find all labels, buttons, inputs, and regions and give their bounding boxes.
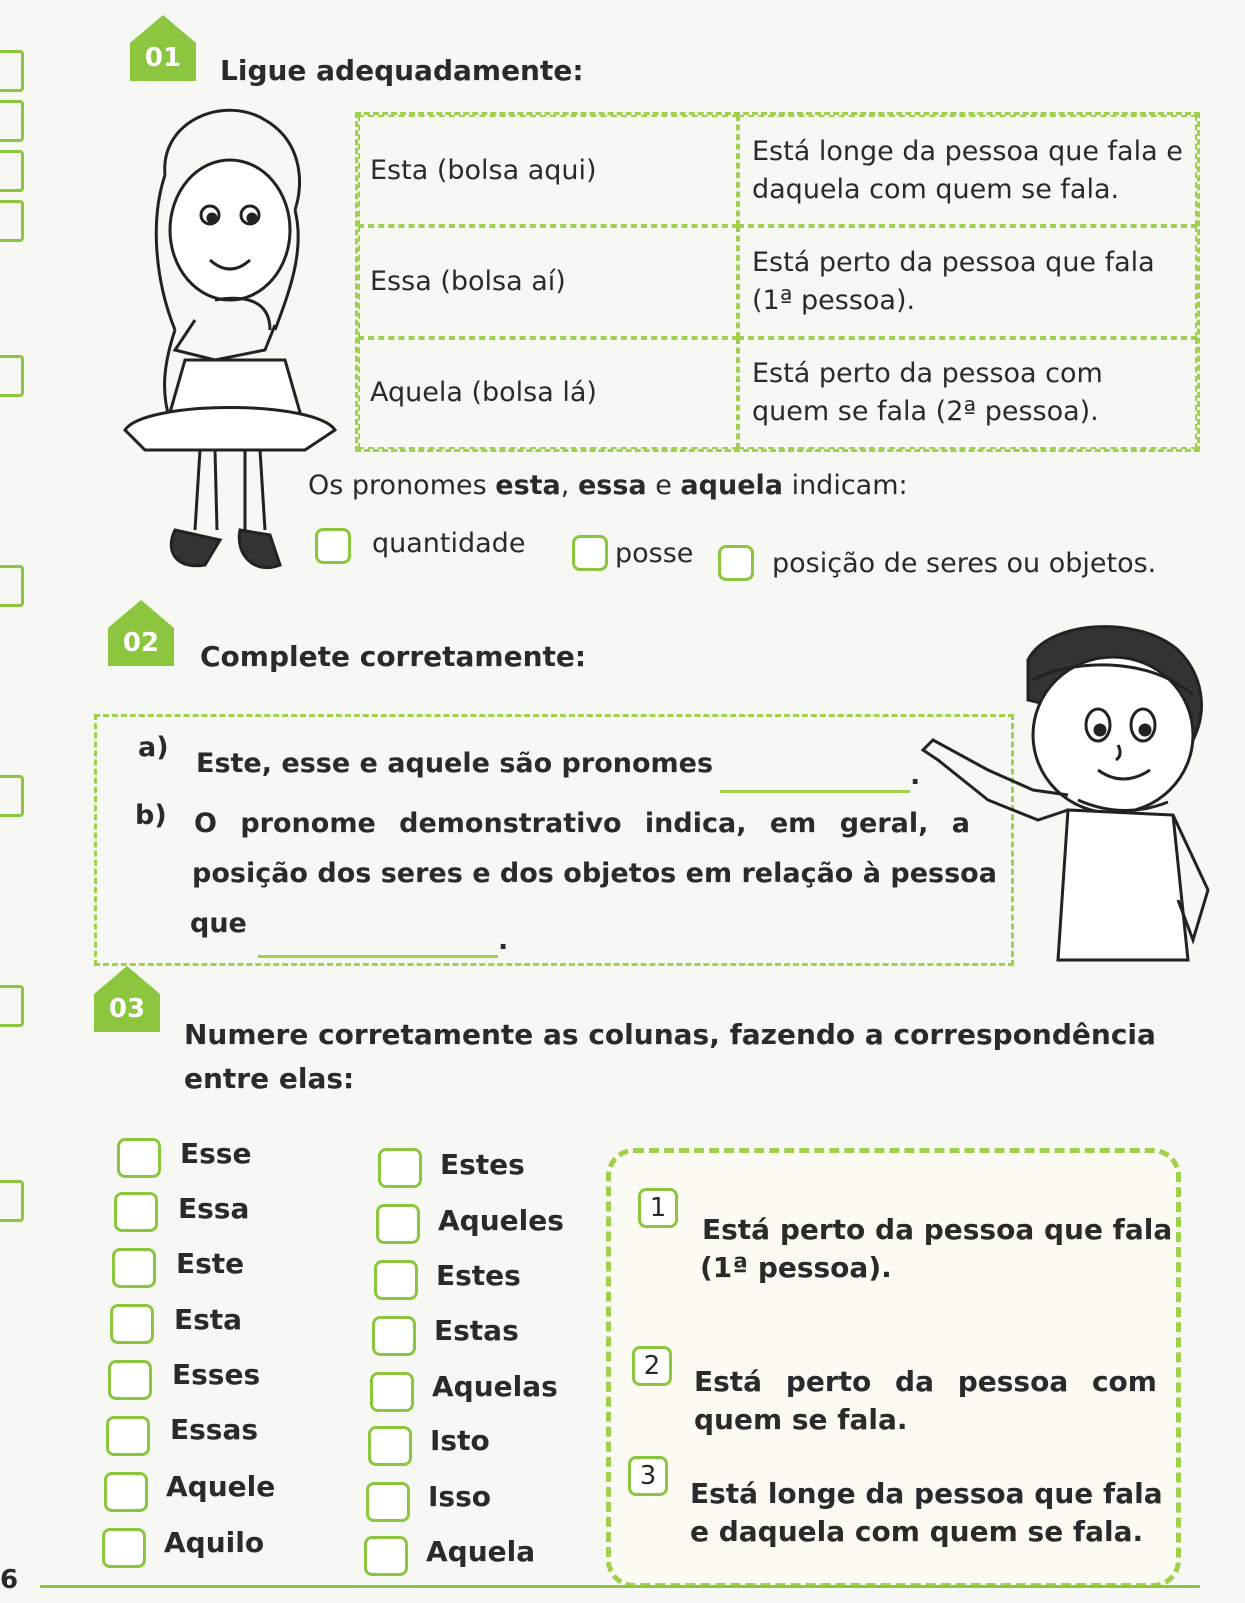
section-1-badge (130, 15, 196, 81)
bottom-bar (40, 1585, 1200, 1603)
match-left-1[interactable]: Esta (bolsa aqui) (358, 115, 738, 226)
section-3-badge (94, 966, 160, 1032)
boy-illustration (918, 620, 1228, 980)
col1-checkbox-esse[interactable] (117, 1138, 161, 1178)
option-posse-checkbox[interactable] (572, 535, 608, 571)
item-a-label: a) (138, 732, 169, 763)
option-quantidade-checkbox[interactable] (315, 528, 351, 564)
match-left-3[interactable]: Aquela (bolsa lá) (358, 338, 738, 449)
item-b-end: . (498, 925, 509, 956)
item-b-line3: que (190, 908, 247, 939)
definition-2-number: 2 (632, 1346, 672, 1386)
col2-checkbox-estes-2[interactable] (374, 1260, 418, 1300)
match-right-1[interactable]: Está longe da pessoa que fala e daquela com quem se fala. (738, 115, 1197, 226)
item-b-answer-line[interactable] (258, 955, 498, 958)
col1-word-esse: Esse (180, 1137, 252, 1170)
col2-word-estes-2: Estes (436, 1259, 521, 1292)
col1-checkbox-esses[interactable] (108, 1360, 152, 1400)
col2-checkbox-estas[interactable] (372, 1316, 416, 1356)
option-posse-label: posse (615, 538, 694, 569)
item-b-line1: O pronome demonstrativo indica, em geral, a (194, 808, 971, 839)
girl-illustration (105, 100, 355, 590)
option-posicao-label: posição de seres ou objetos. (772, 548, 1157, 579)
col2-checkbox-estes[interactable] (378, 1148, 422, 1188)
col2-word-estes: Estes (440, 1148, 525, 1181)
match-left-2[interactable]: Essa (bolsa aí) (358, 226, 738, 337)
section-1-title: Ligue adequadamente: (220, 54, 584, 87)
section-3-title-line1: Numere corretamente as colunas, fazendo a correspondência (184, 1018, 1156, 1051)
col2-checkbox-isso[interactable] (366, 1482, 410, 1522)
match-right-2[interactable]: Está perto da pessoa que fala (1ª pessoa). (738, 226, 1197, 337)
col2-checkbox-aqueles[interactable] (376, 1204, 420, 1244)
col1-checkbox-essas[interactable] (106, 1416, 150, 1456)
definition-3-line2: e daquela com quem se fala. (690, 1515, 1144, 1548)
section-1-number: 01 (144, 43, 182, 73)
col1-word-aquilo: Aquilo (164, 1526, 265, 1559)
definition-3-line1: Está longe da pessoa que fala (690, 1477, 1163, 1510)
pronoun-question: Os pronomes esta, essa e aquela indicam: (308, 470, 908, 501)
col1-word-essas: Essas (170, 1413, 259, 1446)
match-right-3[interactable]: Está perto da pessoa com quem se fala (2ª pessoa). (738, 338, 1197, 449)
col2-word-aquela: Aquela (426, 1535, 536, 1568)
col2-word-estas: Estas (434, 1314, 519, 1347)
definition-1-line1: Está perto da pessoa que fala (702, 1213, 1173, 1246)
col2-checkbox-aquela[interactable] (364, 1536, 408, 1576)
section-2-badge (108, 600, 174, 666)
col1-checkbox-aquilo[interactable] (102, 1528, 146, 1568)
col2-word-aqueles: Aqueles (438, 1204, 564, 1237)
col1-checkbox-essa[interactable] (114, 1192, 158, 1232)
definition-3-number: 3 (628, 1456, 668, 1496)
definition-1-line2: (1ª pessoa). (700, 1251, 892, 1284)
definition-2-line1: Está perto da pessoa com (694, 1365, 1157, 1398)
col1-word-esses: Esses (172, 1358, 261, 1391)
item-a-text: Este, esse e aquele são pronomes (196, 748, 714, 779)
section-3-title-line2: entre elas: (184, 1062, 355, 1095)
option-posicao-checkbox[interactable] (718, 545, 754, 581)
item-b-label: b) (135, 800, 167, 831)
option-quantidade-label: quantidade (372, 528, 526, 559)
item-a-end: . (910, 760, 921, 791)
col1-checkbox-aquele[interactable] (104, 1472, 148, 1512)
definition-1-number: 1 (638, 1188, 678, 1228)
col2-checkbox-aquelas[interactable] (370, 1372, 414, 1412)
col1-word-essa: Essa (178, 1192, 250, 1225)
col1-checkbox-este[interactable] (112, 1248, 156, 1288)
page-number: 6 (0, 1565, 19, 1595)
matching-table (355, 112, 1200, 452)
col2-word-isso: Isso (428, 1480, 491, 1513)
item-b-line2: posição dos seres e dos objetos em relação à pessoa (192, 858, 997, 889)
col2-word-isto: Isto (430, 1424, 490, 1457)
section-3-number: 03 (108, 994, 146, 1024)
col2-checkbox-isto[interactable] (368, 1426, 412, 1466)
definition-2-line2: quem se fala. (694, 1403, 908, 1436)
col1-word-esta: Esta (174, 1303, 243, 1336)
col1-checkbox-esta[interactable] (110, 1304, 154, 1344)
section-2-title: Complete corretamente: (200, 640, 587, 673)
item-a-answer-line[interactable] (720, 790, 910, 793)
col1-word-aquele: Aquele (166, 1470, 276, 1503)
section-2-number: 02 (122, 628, 160, 658)
col2-word-aquelas: Aquelas (432, 1370, 558, 1403)
col1-word-este: Este (176, 1247, 245, 1280)
